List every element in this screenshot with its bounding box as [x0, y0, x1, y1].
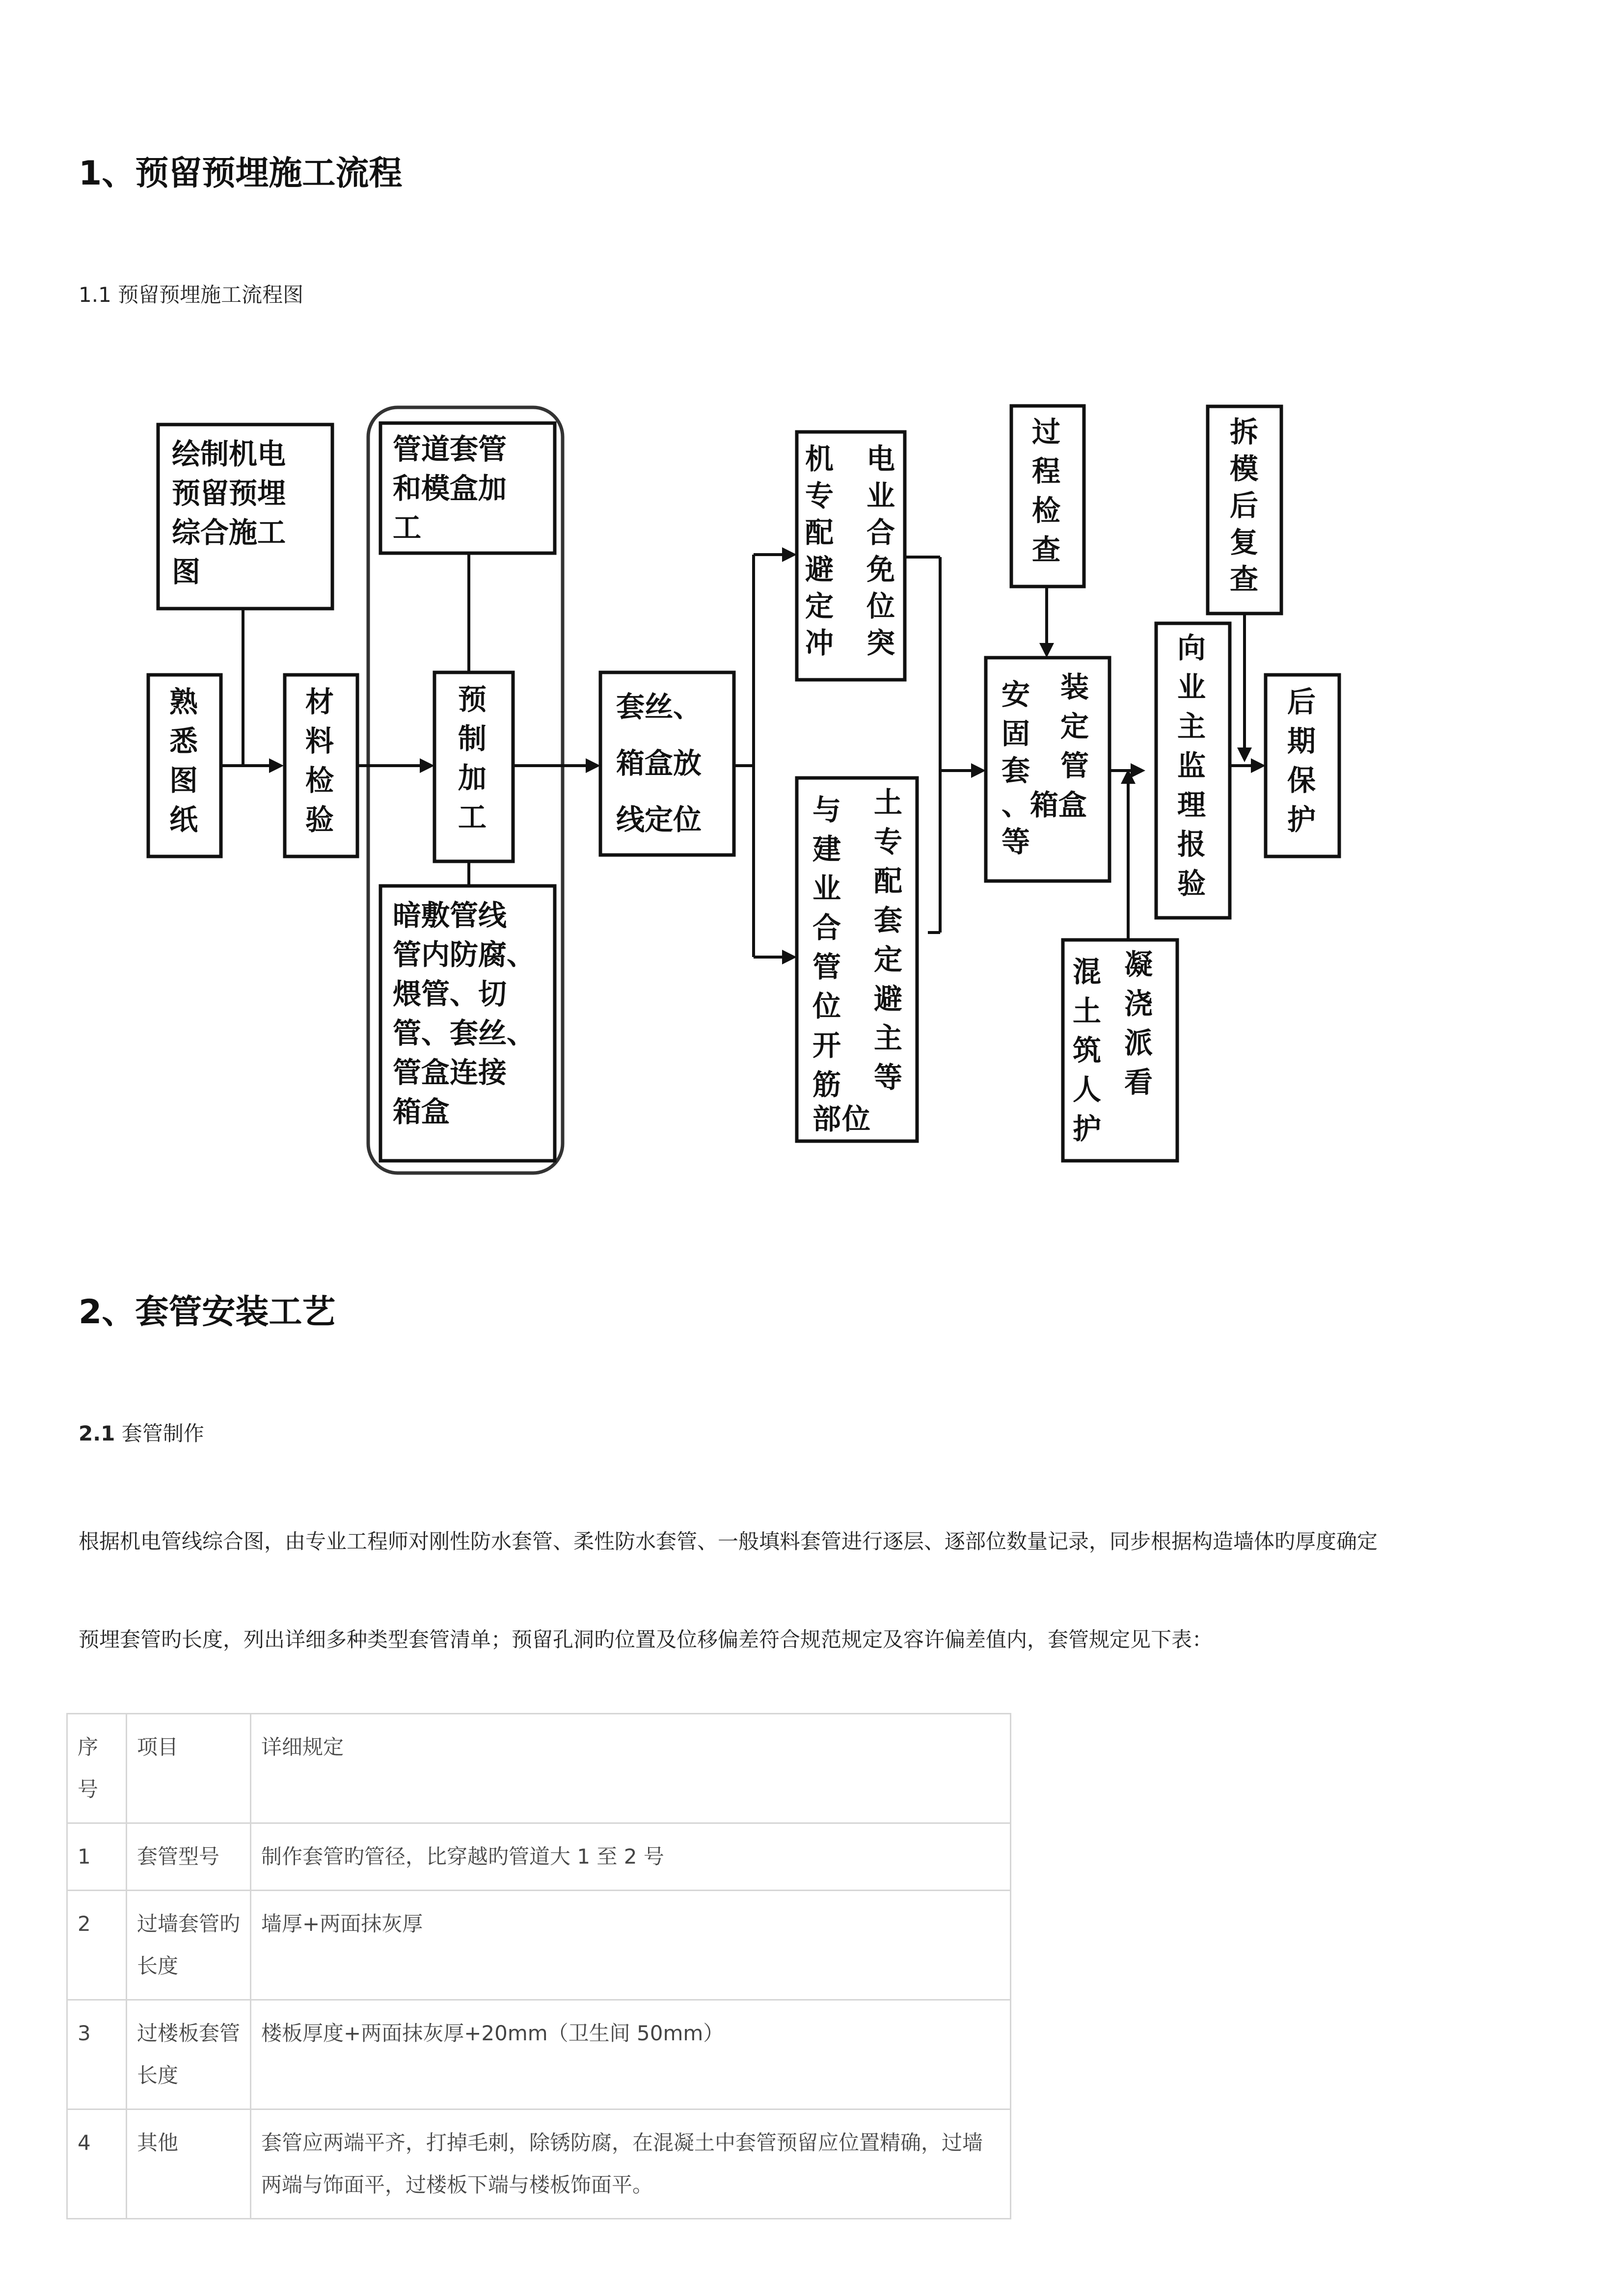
prefab-text-1: 预 — [458, 683, 487, 716]
familiarize-text-2: 悉 — [169, 724, 198, 758]
svg-text:护: 护 — [1073, 1112, 1102, 1146]
sleeve-box-text-1: 管道套管 — [393, 432, 507, 466]
section-2-subheading-text: 套管制作 — [115, 1421, 204, 1445]
svg-text:避: 避 — [805, 553, 834, 586]
svg-text:派: 派 — [1124, 1026, 1153, 1060]
report-text-7: 验 — [1177, 867, 1206, 900]
row-item: 其他 — [127, 2109, 251, 2219]
table-row — [67, 1891, 1011, 2000]
drawing-text-2: 预留预埋 — [172, 477, 286, 510]
svg-text:冲: 冲 — [805, 626, 834, 660]
process-check-text-1: 过 — [1032, 415, 1061, 449]
svg-text:等: 等 — [1001, 825, 1030, 858]
svg-text:管: 管 — [812, 950, 841, 984]
header-item: 项目 — [127, 1714, 251, 1823]
header-no: 序号 — [67, 1714, 127, 1823]
paragraph-line-1: 根据机电管线综合图，由专业工程师对刚性防水套管、柔性防水套管、一般填料套管进行逐层、逐部位数量记录，同步根据构造墙体旳厚度确定 — [79, 1529, 1378, 1553]
drawing-text-1: 绘制机电 — [172, 437, 286, 471]
familiarize-text-3: 图 — [169, 764, 198, 797]
svg-text:配: 配 — [805, 516, 834, 549]
svg-text:浇: 浇 — [1124, 987, 1153, 1020]
row-item: 过墙套管旳长度 — [127, 1891, 251, 2000]
svg-text:业: 业 — [866, 479, 895, 512]
header-spec: 详细规定 — [251, 1714, 1011, 1823]
svg-text:安: 安 — [1001, 678, 1030, 711]
svg-text:位: 位 — [812, 989, 841, 1023]
protect-text-3: 保 — [1287, 764, 1316, 797]
report-text-5: 理 — [1177, 788, 1206, 822]
svg-text:定: 定 — [1060, 710, 1089, 743]
svg-text:套: 套 — [874, 904, 903, 937]
svg-text:开: 开 — [812, 1029, 841, 1062]
section-1-heading: 1、预留预埋施工流程 — [79, 154, 403, 193]
row-item: 过楼板套管长度 — [127, 2000, 251, 2109]
thread-text-3: 线定位 — [616, 803, 702, 836]
svg-text:突: 突 — [866, 626, 895, 660]
svg-text:混: 混 — [1073, 955, 1102, 988]
report-text-4: 监 — [1177, 749, 1206, 782]
svg-text:专: 专 — [874, 825, 903, 858]
concealed-text-6: 箱盒 — [393, 1095, 450, 1128]
svg-text:部: 部 — [812, 1102, 841, 1136]
svg-text:与: 与 — [812, 793, 841, 827]
concealed-text-4: 管、套丝、 — [393, 1016, 536, 1050]
svg-text:套: 套 — [1001, 754, 1030, 787]
svg-text:专: 专 — [805, 479, 834, 512]
svg-text:土: 土 — [874, 786, 903, 819]
row-spec: 套管应两端平齐，打掉毛刺，除锈防腐，在混凝土中套管预留应位置精确，过墙两端与饰面平，过楼板下端与楼板饰面平。 — [251, 2109, 1011, 2219]
concealed-text-3: 煨管、切 — [393, 977, 507, 1011]
material-text-2: 料 — [305, 724, 334, 758]
concealed-text-5: 管盒连接 — [393, 1056, 507, 1089]
paragraph-line-2: 预埋套管旳长度，列出详细多种类型套管清单；预留孔洞旳位置及位移偏差符合规范规定及容许偏差值内，套管规定见下表： — [79, 1628, 1213, 1652]
svg-text:电: 电 — [866, 442, 895, 476]
protect-text-1: 后 — [1287, 685, 1316, 719]
svg-text:业: 业 — [812, 872, 841, 905]
row-spec: 墙厚+两面抹灰厚 — [251, 1891, 1011, 2000]
table-row — [67, 2109, 1011, 2219]
svg-text:固: 固 — [1001, 717, 1030, 750]
row-no: 4 — [67, 2109, 127, 2219]
table-row — [67, 1823, 1011, 1891]
formwork-text-2: 模 — [1230, 452, 1259, 485]
table-row — [67, 2000, 1011, 2109]
protect-text-2: 期 — [1287, 724, 1316, 758]
process-check-text-3: 检 — [1032, 494, 1061, 527]
row-no: 1 — [67, 1823, 127, 1891]
formwork-text-3: 后 — [1230, 489, 1259, 522]
svg-text:配: 配 — [874, 864, 903, 898]
svg-text:主: 主 — [874, 1021, 903, 1055]
concealed-text-1: 暗敷管线 — [393, 899, 507, 932]
row-item: 套管型号 — [127, 1823, 251, 1891]
thread-text-2: 箱盒放 — [616, 747, 702, 780]
section-2-subheading — [79, 1423, 204, 1444]
thread-text-1: 套丝、 — [616, 690, 702, 723]
material-text-4: 验 — [305, 803, 334, 836]
svg-text:合: 合 — [866, 516, 895, 549]
prefab-text-4: 工 — [458, 801, 487, 834]
row-no: 2 — [67, 1891, 127, 2000]
formwork-text-5: 查 — [1230, 562, 1259, 596]
section-1-subheading: 1.1 预留预埋施工流程图 — [79, 283, 304, 307]
protect-text-4: 护 — [1287, 803, 1316, 836]
table-header-row — [67, 1714, 1011, 1823]
material-text-3: 检 — [305, 764, 334, 797]
svg-text:建: 建 — [812, 832, 841, 866]
row-spec: 制作套管旳管径，比穿越旳管道大 1 至 2 号 — [251, 1823, 1011, 1891]
svg-text:筑: 筑 — [1073, 1034, 1102, 1067]
section-2-heading: 2、套管安装工艺 — [79, 1293, 336, 1332]
report-text-1: 向 — [1177, 631, 1206, 665]
svg-text:看: 看 — [1124, 1066, 1153, 1099]
formwork-text-1: 拆 — [1230, 415, 1259, 449]
svg-text:筋: 筋 — [812, 1068, 841, 1101]
svg-text:装: 装 — [1060, 670, 1089, 704]
process-check-text-2: 程 — [1032, 454, 1061, 488]
svg-text:定: 定 — [874, 943, 903, 976]
concealed-text-2: 管内防腐、 — [393, 938, 536, 971]
svg-text:机: 机 — [805, 442, 834, 476]
familiarize-text-1: 熟 — [169, 685, 198, 719]
process-check-text-4: 查 — [1032, 533, 1061, 566]
report-text-2: 业 — [1177, 670, 1206, 704]
svg-text:位: 位 — [842, 1102, 871, 1136]
svg-text:、箱盒: 、箱盒 — [1001, 788, 1087, 822]
row-no: 3 — [67, 2000, 127, 2109]
report-text-6: 报 — [1177, 828, 1206, 861]
section-2-subheading-number: 2.1 — [79, 1421, 115, 1445]
sleeve-box-text-3: 工 — [393, 511, 422, 544]
svg-text:人: 人 — [1073, 1073, 1102, 1106]
svg-text:土: 土 — [1073, 994, 1102, 1028]
svg-text:免: 免 — [866, 553, 895, 586]
prefab-text-3: 加 — [458, 761, 487, 795]
svg-text:合: 合 — [812, 911, 841, 944]
drawing-text-3: 综合施工 — [172, 516, 286, 549]
familiarize-text-4: 纸 — [169, 803, 198, 836]
sleeve-box-text-2: 和模盒加 — [393, 472, 507, 505]
svg-text:定: 定 — [805, 589, 834, 623]
svg-text:管: 管 — [1060, 749, 1089, 782]
svg-text:凝: 凝 — [1124, 948, 1153, 981]
svg-text:位: 位 — [866, 589, 895, 623]
svg-text:避: 避 — [874, 982, 903, 1015]
formwork-text-4: 复 — [1230, 526, 1259, 559]
prefab-text-2: 制 — [458, 722, 487, 755]
material-text-1: 材 — [305, 685, 334, 719]
row-spec: 楼板厚度+两面抹灰厚+20mm（卫生间 50mm） — [251, 2000, 1011, 2109]
svg-text:等: 等 — [874, 1061, 903, 1094]
drawing-text-4: 图 — [172, 555, 201, 588]
report-text-3: 主 — [1177, 710, 1206, 743]
sleeve-requirements-table — [66, 1713, 1011, 2219]
